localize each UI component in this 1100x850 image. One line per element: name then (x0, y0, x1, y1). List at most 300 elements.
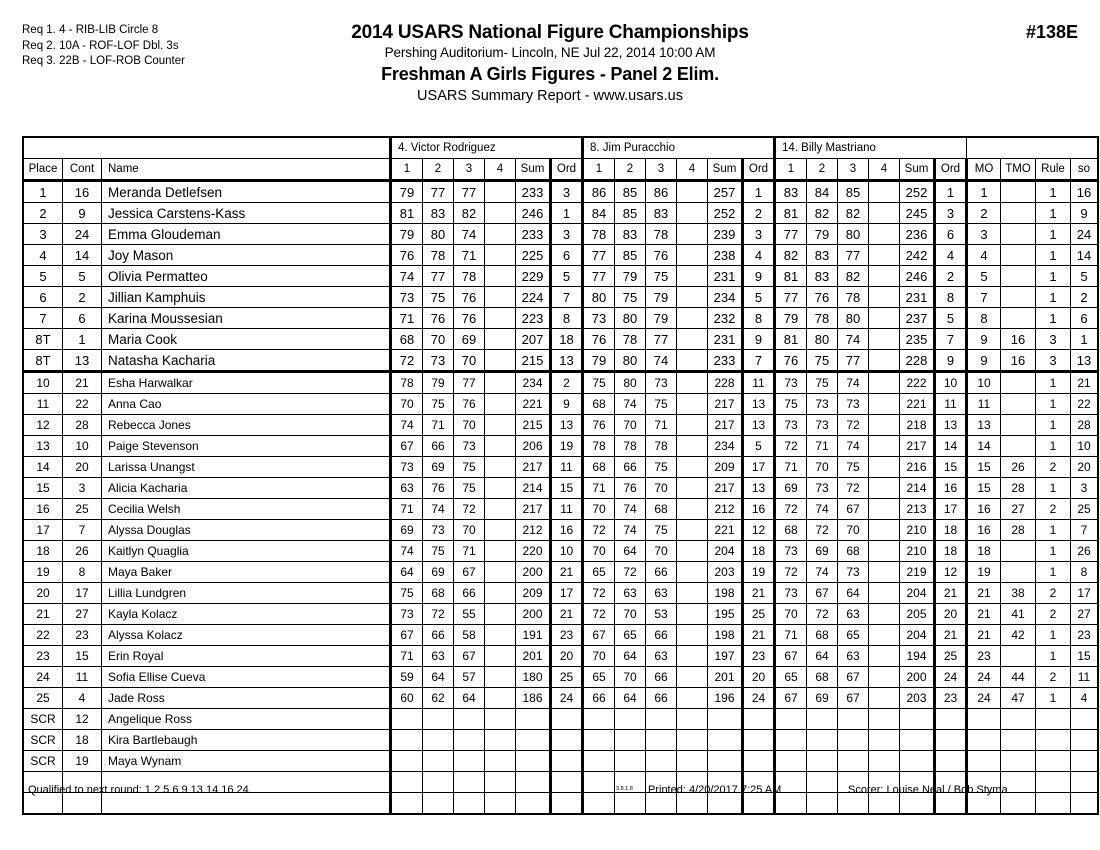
cell-tmo: 26 (1001, 457, 1036, 478)
cell-mo (967, 751, 1001, 772)
cell-judge2-score-2: 85 (615, 181, 646, 203)
cell-mo: 8 (967, 308, 1001, 329)
cell-judge3-score-3: 75 (838, 457, 869, 478)
cell-judge1-score-3: 77 (454, 372, 485, 394)
cell-judge1-score-2: 70 (423, 329, 454, 350)
cell-judge2-score-3: 76 (646, 245, 677, 266)
cell-judge1-score-2: 62 (423, 688, 454, 709)
cell-judge2-ord: 2 (743, 203, 775, 224)
cell-judge2-ord: 7 (743, 350, 775, 372)
cell-judge1-sum: 186 (516, 688, 551, 709)
table-row (23, 308, 1098, 329)
cell-judge2-score-4 (677, 181, 708, 203)
cell-place: 19 (23, 562, 63, 583)
cell-judge1-sum (516, 751, 551, 772)
cell-so: 13 (1071, 350, 1099, 372)
cell-judge2-score-3: 78 (646, 224, 677, 245)
cell-judge2-score-1: 65 (583, 562, 615, 583)
cell-judge2-score-4 (677, 329, 708, 350)
cell-judge1-score-4 (485, 499, 516, 520)
cell-judge2-score-1 (583, 793, 615, 815)
cell-judge2-score-1: 72 (583, 583, 615, 604)
cell-judge2-score-1: 66 (583, 688, 615, 709)
scorer-credit: Scorer: Louise Neal / Bob Styma (848, 784, 1008, 796)
cell-judge1-ord: 19 (551, 436, 583, 457)
cell-judge2-score-4 (677, 562, 708, 583)
qualified-list: Qualified to next round: 1 2 5 6 9 13 14 16 24 (28, 784, 249, 796)
cell-tmo: 47 (1001, 688, 1036, 709)
cell-judge3-score-1: 71 (775, 457, 807, 478)
cell-judge3-score-3: 70 (838, 520, 869, 541)
cell-rule: 2 (1036, 583, 1071, 604)
cell-judge3-score-1 (775, 709, 807, 730)
cell-judge3-score-2 (807, 772, 838, 793)
cell-judge1-ord: 7 (551, 287, 583, 308)
cell-judge2-ord: 4 (743, 245, 775, 266)
cell-judge2-score-1: 70 (583, 646, 615, 667)
cell-skater-name: Esha Harwalkar (102, 372, 391, 394)
cell-judge3-score-2: 74 (807, 499, 838, 520)
cell-judge3-score-2: 69 (807, 541, 838, 562)
cell-judge3-score-2: 69 (807, 688, 838, 709)
cell-judge1-score-1 (391, 730, 423, 751)
header-place: Place (23, 159, 63, 181)
cell-judge1-score-4 (485, 245, 516, 266)
cell-judge3-score-2: 73 (807, 415, 838, 436)
cell-place: SCR (23, 730, 63, 751)
cell-judge3-score-3: 78 (838, 287, 869, 308)
cell-judge3-score-1: 69 (775, 478, 807, 499)
cell-mo: 16 (967, 520, 1001, 541)
cell-place: 14 (23, 457, 63, 478)
cell-judge1-score-1: 72 (391, 350, 423, 372)
cell-so: 26 (1071, 541, 1099, 562)
cell-judge3-score-3: 73 (838, 394, 869, 415)
table-row (23, 350, 1098, 372)
cell-judge1-score-3 (454, 709, 485, 730)
cell-so: 21 (1071, 372, 1099, 394)
cell-judge2-score-1: 86 (583, 181, 615, 203)
cell-mo: 21 (967, 583, 1001, 604)
cell-mo: 3 (967, 224, 1001, 245)
cell-judge2-score-2 (615, 751, 646, 772)
cell-judge3-score-4 (869, 350, 900, 372)
cell-so: 17 (1071, 583, 1099, 604)
cell-judge1-score-4 (485, 709, 516, 730)
cell-judge2-sum: 231 (708, 329, 743, 350)
cell-judge1-sum: 220 (516, 541, 551, 562)
results-table (22, 136, 1099, 815)
cell-contestant-number: 21 (63, 372, 102, 394)
cell-judge1-ord: 18 (551, 329, 583, 350)
cell-judge3-ord: 11 (935, 394, 967, 415)
cell-judge3-sum (900, 709, 935, 730)
cell-judge3-ord: 13 (935, 415, 967, 436)
cell-mo: 4 (967, 245, 1001, 266)
cell-judge1-score-4 (485, 541, 516, 562)
cell-judge1-score-3: 67 (454, 646, 485, 667)
cell-judge2-score-4 (677, 604, 708, 625)
cell-judge2-score-3: 63 (646, 583, 677, 604)
cell-contestant-number: 22 (63, 394, 102, 415)
cell-judge2-ord: 11 (743, 372, 775, 394)
cell-judge3-ord: 4 (935, 245, 967, 266)
cell-skater-name: Kayla Kolacz (102, 604, 391, 625)
cell-judge1-score-3: 77 (454, 181, 485, 203)
cell-judge3-ord: 25 (935, 646, 967, 667)
cell-judge2-sum: 217 (708, 394, 743, 415)
cell-judge2-score-4 (677, 709, 708, 730)
cell-judge3-sum: 237 (900, 308, 935, 329)
cell-judge2-score-1: 70 (583, 499, 615, 520)
cell-skater-name: Maya Wynam (102, 751, 391, 772)
cell-tmo (1001, 562, 1036, 583)
cell-judge3-score-3: 72 (838, 415, 869, 436)
cell-judge1-score-4 (485, 667, 516, 688)
cell-judge3-ord: 14 (935, 436, 967, 457)
cell-judge1-sum: 212 (516, 520, 551, 541)
cell-so (1071, 730, 1099, 751)
cell-place: 21 (23, 604, 63, 625)
cell-judge1-score-2: 64 (423, 667, 454, 688)
cell-judge1-score-1: 71 (391, 646, 423, 667)
table-row (23, 181, 1098, 203)
cell-judge2-sum: 231 (708, 266, 743, 287)
cell-judge1-score-1: 67 (391, 436, 423, 457)
cell-judge1-score-4 (485, 751, 516, 772)
column-header-row (23, 159, 1098, 181)
cell-judge1-score-3: 58 (454, 625, 485, 646)
cell-mo: 23 (967, 646, 1001, 667)
cell-judge3-score-4 (869, 709, 900, 730)
cell-so: 14 (1071, 245, 1099, 266)
cell-judge2-score-1 (583, 730, 615, 751)
cell-judge1-score-3 (454, 751, 485, 772)
cell-place: 8T (23, 329, 63, 350)
cell-judge2-sum: 252 (708, 203, 743, 224)
cell-judge2-score-2: 74 (615, 520, 646, 541)
cell-judge2-score-3: 75 (646, 520, 677, 541)
cell-judge3-score-1: 81 (775, 266, 807, 287)
cell-judge1-score-4 (485, 415, 516, 436)
cell-so (1071, 772, 1099, 793)
cell-judge3-score-3: 72 (838, 478, 869, 499)
table-row (23, 266, 1098, 287)
cell-judge2-score-3: 66 (646, 688, 677, 709)
cell-contestant-number: 13 (63, 350, 102, 372)
cell-judge1-score-3: 55 (454, 604, 485, 625)
cell-contestant-number: 25 (63, 499, 102, 520)
cell-so: 9 (1071, 203, 1099, 224)
cell-skater-name: Alyssa Douglas (102, 520, 391, 541)
cell-judge1-sum (516, 709, 551, 730)
cell-judge1-score-1 (391, 709, 423, 730)
cell-judge2-score-4 (677, 541, 708, 562)
cell-judge1-score-3: 75 (454, 478, 485, 499)
cell-judge3-ord: 23 (935, 688, 967, 709)
cell-judge1-score-4 (485, 372, 516, 394)
cell-so: 8 (1071, 562, 1099, 583)
cell-judge1-ord: 21 (551, 562, 583, 583)
cell-place: SCR (23, 751, 63, 772)
cell-judge3-sum: 205 (900, 604, 935, 625)
table-row (23, 688, 1098, 709)
cell-judge2-sum: 209 (708, 457, 743, 478)
cell-judge1-score-4 (485, 730, 516, 751)
cell-judge1-score-1: 59 (391, 667, 423, 688)
header-j3-score-1: 1 (775, 159, 807, 181)
cell-judge3-score-2 (807, 793, 838, 815)
cell-judge1-score-2: 79 (423, 372, 454, 394)
cell-judge1-score-3 (454, 772, 485, 793)
header-j3-score-3: 3 (838, 159, 869, 181)
cell-judge2-ord: 9 (743, 266, 775, 287)
table-row (23, 415, 1098, 436)
cell-judge1-score-1: 71 (391, 308, 423, 329)
cell-tmo: 42 (1001, 625, 1036, 646)
cell-judge1-score-4 (485, 520, 516, 541)
cell-tmo (1001, 224, 1036, 245)
cell-mo: 7 (967, 287, 1001, 308)
cell-judge2-sum (708, 730, 743, 751)
cell-judge1-sum: 224 (516, 287, 551, 308)
cell-contestant-number: 7 (63, 520, 102, 541)
cell-judge1-score-2: 68 (423, 583, 454, 604)
cell-judge2-score-3: 71 (646, 415, 677, 436)
cell-rule: 1 (1036, 308, 1071, 329)
cell-tmo (1001, 308, 1036, 329)
cell-judge3-score-1: 77 (775, 287, 807, 308)
cell-judge1-score-1: 76 (391, 245, 423, 266)
cell-place: 3 (23, 224, 63, 245)
cell-judge1-ord: 21 (551, 604, 583, 625)
cell-judge3-sum: 214 (900, 478, 935, 499)
cell-judge2-sum: 234 (708, 436, 743, 457)
cell-judge3-score-4 (869, 329, 900, 350)
cell-rule: 1 (1036, 224, 1071, 245)
judge-banner-row (23, 137, 1098, 159)
cell-judge3-score-4 (869, 625, 900, 646)
table-row (23, 457, 1098, 478)
cell-rule (1036, 730, 1071, 751)
cell-judge3-ord (935, 709, 967, 730)
cell-contestant-number: 17 (63, 583, 102, 604)
cell-judge1-score-3: 76 (454, 308, 485, 329)
cell-skater-name: Anna Cao (102, 394, 391, 415)
cell-judge2-score-2: 76 (615, 478, 646, 499)
cell-judge2-score-4 (677, 224, 708, 245)
cell-judge1-sum: 215 (516, 350, 551, 372)
cell-judge2-score-2: 74 (615, 394, 646, 415)
cell-judge2-ord (743, 730, 775, 751)
cell-judge3-score-1: 73 (775, 372, 807, 394)
cell-judge2-score-3: 77 (646, 329, 677, 350)
cell-judge2-score-4 (677, 287, 708, 308)
header-j1-ord: Ord (551, 159, 583, 181)
header-j1-score-1: 1 (391, 159, 423, 181)
cell-judge1-sum (516, 793, 551, 815)
cell-judge2-score-2 (615, 709, 646, 730)
header-j2-ord: Ord (743, 159, 775, 181)
cell-judge2-sum: 198 (708, 625, 743, 646)
cell-tmo: 38 (1001, 583, 1036, 604)
cell-judge3-score-1: 76 (775, 350, 807, 372)
cell-judge2-score-4 (677, 520, 708, 541)
cell-place: 1 (23, 181, 63, 203)
cell-judge1-score-4 (485, 308, 516, 329)
cell-judge3-score-1: 73 (775, 583, 807, 604)
cell-judge2-score-2 (615, 793, 646, 815)
cell-judge2-score-2: 70 (615, 667, 646, 688)
cell-tmo (1001, 646, 1036, 667)
cell-judge3-score-2: 67 (807, 583, 838, 604)
cell-judge3-score-2: 71 (807, 436, 838, 457)
cell-judge2-ord: 13 (743, 394, 775, 415)
division-title: Freshman A Girls Figures - Panel 2 Elim. (381, 64, 719, 84)
cell-judge1-ord: 5 (551, 266, 583, 287)
cell-judge3-score-2: 75 (807, 350, 838, 372)
cell-rule: 1 (1036, 415, 1071, 436)
cell-judge2-score-1 (583, 751, 615, 772)
cell-place: 4 (23, 245, 63, 266)
cell-judge3-sum: 228 (900, 350, 935, 372)
cell-judge3-ord: 9 (935, 350, 967, 372)
cell-judge2-score-2: 80 (615, 372, 646, 394)
cell-judge1-ord: 17 (551, 583, 583, 604)
cell-mo (967, 709, 1001, 730)
cell-judge2-score-1: 65 (583, 667, 615, 688)
cell-judge2-score-2: 85 (615, 203, 646, 224)
cell-judge3-sum: 246 (900, 266, 935, 287)
table-row (23, 499, 1098, 520)
cell-skater-name: Joy Mason (102, 245, 391, 266)
cell-judge1-score-2: 72 (423, 604, 454, 625)
cell-judge1-score-1: 78 (391, 372, 423, 394)
cell-judge2-score-3 (646, 709, 677, 730)
cell-judge2-ord: 20 (743, 667, 775, 688)
cell-judge2-ord: 8 (743, 308, 775, 329)
cell-contestant-number: 16 (63, 181, 102, 203)
cell-judge3-score-3: 85 (838, 181, 869, 203)
cell-judge3-score-2: 83 (807, 266, 838, 287)
cell-judge3-score-2: 72 (807, 520, 838, 541)
table-row (23, 709, 1098, 730)
cell-judge1-score-3: 67 (454, 562, 485, 583)
cell-judge1-score-3: 71 (454, 541, 485, 562)
cell-judge2-score-1: 70 (583, 541, 615, 562)
cell-judge1-score-4 (485, 646, 516, 667)
cell-judge3-score-3: 82 (838, 266, 869, 287)
cell-judge1-ord: 23 (551, 625, 583, 646)
cell-judge1-score-1: 79 (391, 181, 423, 203)
cell-judge3-sum: 236 (900, 224, 935, 245)
header-j2-score-3: 3 (646, 159, 677, 181)
cell-judge3-ord: 18 (935, 541, 967, 562)
cell-judge1-ord: 11 (551, 499, 583, 520)
cell-mo: 21 (967, 625, 1001, 646)
cell-judge2-score-2: 83 (615, 224, 646, 245)
table-row (23, 372, 1098, 394)
cell-judge1-sum: 206 (516, 436, 551, 457)
cell-so: 3 (1071, 478, 1099, 499)
cell-judge3-ord: 5 (935, 308, 967, 329)
cell-place: 25 (23, 688, 63, 709)
cell-judge2-score-2: 70 (615, 604, 646, 625)
cell-judge2-score-3: 75 (646, 394, 677, 415)
cell-judge1-score-4 (485, 604, 516, 625)
cell-contestant-number: 12 (63, 709, 102, 730)
cell-tmo: 28 (1001, 520, 1036, 541)
cell-judge2-score-1: 77 (583, 245, 615, 266)
cell-judge3-score-2: 73 (807, 394, 838, 415)
cell-judge1-score-1 (391, 772, 423, 793)
cell-place: 12 (23, 415, 63, 436)
banner-spacer (23, 137, 391, 159)
cell-judge2-score-4 (677, 436, 708, 457)
cell-judge2-score-1: 80 (583, 287, 615, 308)
cell-judge3-score-1 (775, 730, 807, 751)
cell-judge2-sum: 257 (708, 181, 743, 203)
cell-judge1-sum: 246 (516, 203, 551, 224)
cell-judge2-ord: 5 (743, 436, 775, 457)
cell-judge3-ord: 7 (935, 329, 967, 350)
cell-judge1-score-2 (423, 772, 454, 793)
cell-skater-name: Jade Ross (102, 688, 391, 709)
cell-judge3-score-3: 67 (838, 688, 869, 709)
cell-judge1-score-3: 70 (454, 350, 485, 372)
cell-judge3-score-2: 72 (807, 604, 838, 625)
cell-judge3-score-4 (869, 415, 900, 436)
cell-rule: 1 (1036, 287, 1071, 308)
cell-judge2-ord: 13 (743, 415, 775, 436)
cell-place: 13 (23, 436, 63, 457)
cell-judge1-ord (551, 709, 583, 730)
cell-contestant-number: 1 (63, 329, 102, 350)
cell-mo: 24 (967, 667, 1001, 688)
cell-judge1-score-2: 66 (423, 436, 454, 457)
cell-judge1-score-1: 69 (391, 520, 423, 541)
cell-judge2-ord: 25 (743, 604, 775, 625)
cell-judge3-score-1: 81 (775, 203, 807, 224)
cell-rule: 1 (1036, 646, 1071, 667)
cell-judge3-score-2: 83 (807, 245, 838, 266)
cell-skater-name: Meranda Detlefsen (102, 181, 391, 203)
cell-judge1-sum: 201 (516, 646, 551, 667)
cell-judge1-score-3 (454, 730, 485, 751)
cell-tmo: 16 (1001, 329, 1036, 350)
cell-judge1-sum: 217 (516, 457, 551, 478)
header-j1-score-4: 4 (485, 159, 516, 181)
cell-judge3-score-4 (869, 308, 900, 329)
cell-judge2-score-1: 75 (583, 372, 615, 394)
cell-judge2-score-3: 74 (646, 350, 677, 372)
header-j3-score-4: 4 (869, 159, 900, 181)
cell-rule: 1 (1036, 266, 1071, 287)
cell-judge2-ord: 1 (743, 181, 775, 203)
cell-contestant-number: 9 (63, 203, 102, 224)
cell-judge3-sum: 242 (900, 245, 935, 266)
cell-judge3-score-3: 63 (838, 604, 869, 625)
cell-tmo (1001, 372, 1036, 394)
cell-judge2-score-1: 76 (583, 415, 615, 436)
cell-judge3-ord: 18 (935, 520, 967, 541)
cell-judge1-score-4 (485, 350, 516, 372)
cell-place: 11 (23, 394, 63, 415)
cell-judge3-score-3: 73 (838, 562, 869, 583)
cell-so: 15 (1071, 646, 1099, 667)
cell-mo: 18 (967, 541, 1001, 562)
cell-judge2-ord: 19 (743, 562, 775, 583)
